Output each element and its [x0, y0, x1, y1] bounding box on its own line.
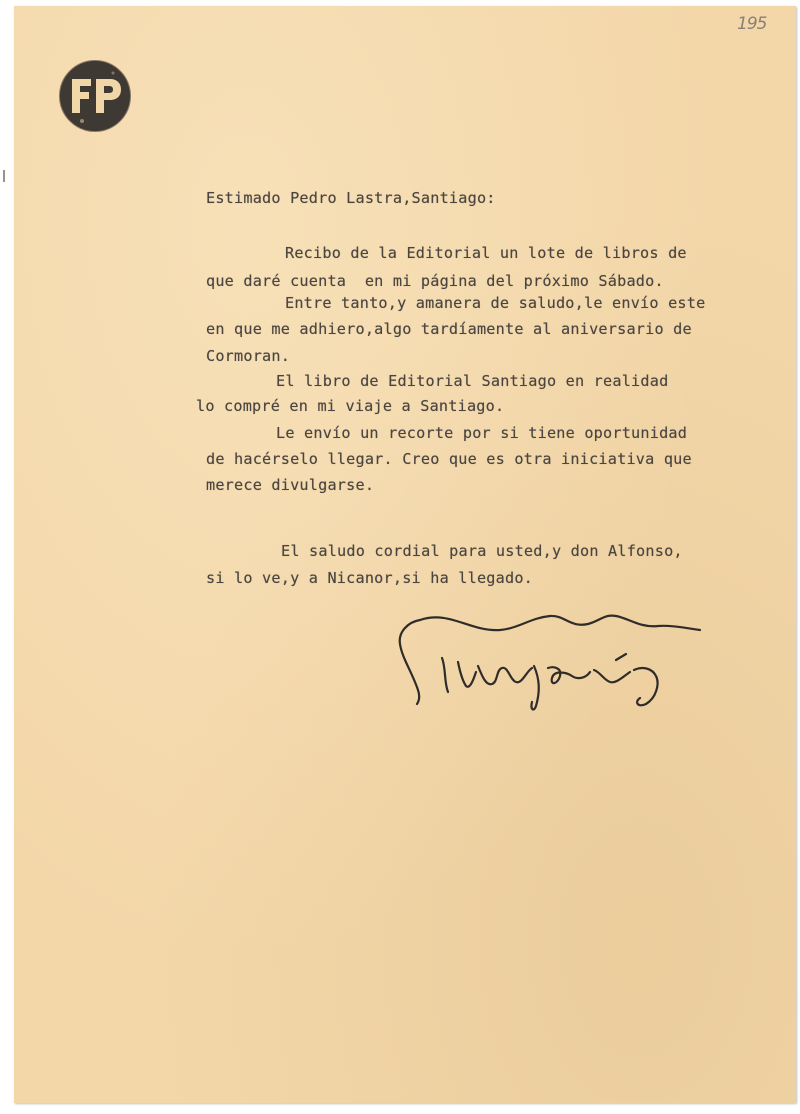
- closing-line-1: El saludo cordial para usted,y don Alfonso,: [281, 542, 683, 560]
- paragraph-1-line-1: Recibo de la Editorial un lote de libros de: [285, 244, 687, 262]
- paragraph-4-line-3: merece divulgarse.: [206, 476, 375, 494]
- paragraph-3-line-2: lo compré en mi viaje a Santiago.: [196, 397, 505, 415]
- paragraph-4-line-1: Le envío un recorte por si tiene oportunidad: [276, 424, 688, 442]
- paragraph-2-line-1: Entre tanto,y amanera de saludo,le envío este: [285, 294, 706, 312]
- salutation: Estimado Pedro Lastra,Santiago:: [206, 189, 496, 207]
- closing-line-2: si lo ve,y a Nicanor,si ha llegado.: [206, 569, 534, 587]
- paragraph-3-line-1: El libro de Editorial Santiago en realidad: [276, 372, 669, 390]
- paragraph-4-line-2: de hacérselo llegar. Creo que es otra iniciativa que: [206, 450, 692, 468]
- paragraph-1-line-2: que daré cuenta en mi página del próximo Sábado.: [206, 272, 664, 290]
- paragraph-2-line-2: en que me adhiero,algo tardíamente al aniversario de: [206, 320, 692, 338]
- fp-monogram-stamp: [58, 59, 132, 133]
- archive-number: 195: [737, 14, 767, 34]
- margin-mark: [3, 170, 5, 182]
- paragraph-2-line-3: Cormoran.: [206, 347, 291, 365]
- handwritten-signature: [390, 606, 710, 718]
